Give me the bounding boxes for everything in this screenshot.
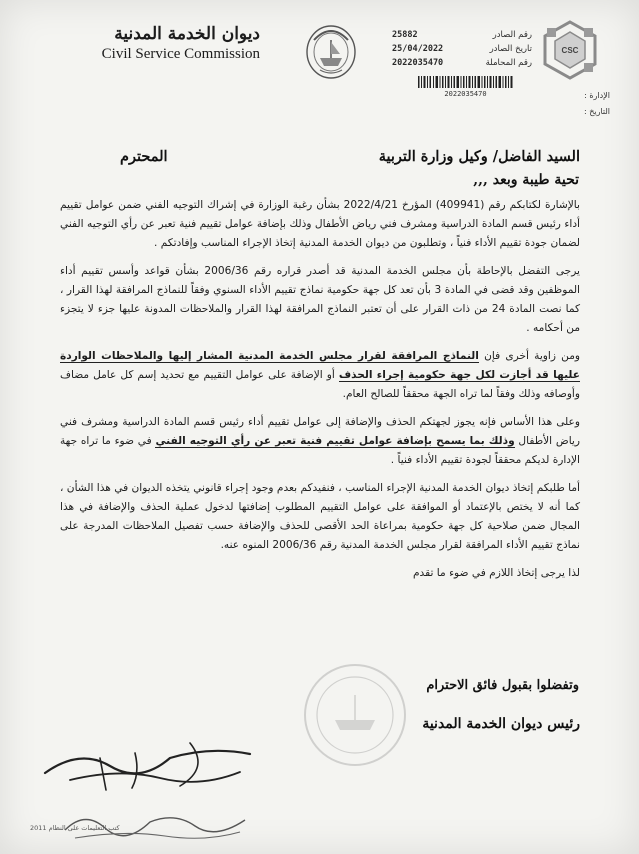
- reference-block: [392, 28, 532, 70]
- signatory-title: رئيس ديوان الخدمة المدنية: [422, 716, 580, 732]
- letter-body: [60, 196, 580, 592]
- handwritten-signature-icon: [40, 728, 260, 798]
- paragraph-3-underlined: النماذج المرافقة لقرار مجلس الخدمة المدنية المشار إليها والملاحظات الواردة عليها قد أجازت لكل جهة حكومية إجراء الحذف: [60, 350, 580, 381]
- issue-date-label: تاريخ الصادر: [489, 44, 532, 54]
- footer-note: كتب التعليمات على النظام 2011: [30, 824, 120, 832]
- addressee-honorific: المحترم: [120, 148, 168, 165]
- greeting: تحية طيبة وبعد ,,,: [473, 172, 579, 188]
- paragraph-2: يرجى التفضل بالإحاطة بأن مجلس الخدمة المدنية قد أصدر قراره رقم 2006/36 بشأن قواعد وأسس تقييم أداء الموظفين وقد قضى في المادة 3 بأن تعد كل جهة حكومية نماذج تقييم الأداء السنوي وفقاً للنماذج المرافقة لهذا القرار ، كما نصت المادة 24 من ذات القرار على أن تعتبر النماذج المرافقة لهذا القرار والملاحظات المدونة عليها جزء لا يتجزء من أحكامه .: [60, 265, 580, 334]
- addressee-line: [120, 148, 580, 165]
- csc-logo-icon: [541, 20, 599, 80]
- correspondence-number: 2022035470: [392, 58, 444, 68]
- state-emblem-icon: [300, 18, 362, 82]
- closing-line: وتفضلوا بقبول فائق الاحترام: [426, 678, 579, 693]
- institution-name-arabic: ديوان الخدمة المدنية: [114, 24, 260, 44]
- paragraph-4-underlined: وذلك بما يسمح بإضافة عوامل تقييم فنية تعبر عن رأي التوجيه الفني: [155, 435, 515, 447]
- addressee-name: السيد الفاضل/ وكيل وزارة التربية: [378, 148, 580, 165]
- paragraph-3-intro: ومن زاوية أخرى فإن: [478, 350, 580, 362]
- csc-logo-text: CSC: [561, 46, 579, 55]
- institution-name-english: Civil Service Commission: [101, 46, 260, 62]
- paragraph-4-rest: في ضوء ما تراه جهة الإدارة لديكم محققاً لجودة تقييم الأداء فنياً .: [60, 435, 580, 466]
- paragraph-1: بالإشارة لكتابكم رقم (409941) المؤرخ 2022/4/21 بشأن رغبة الوزارة في إشراك التوجيه الفني ضمن عوامل تقييم أداء رئيس قسم المادة الدراسية ومشرف فني رياض الأطفال وذلك بإضافة عوامل تقييم فنية تعبر عن رأي التوجيه الفني لضمان جودة تقييم الأداء فنياً ، وتطلبون من ديوان الخدمة المدنية إتخاذ الإجراء المناسب وإفادتكم .: [60, 199, 580, 249]
- issue-date-row: [392, 42, 532, 56]
- paragraph-6: لذا يرجى إتخاذ اللازم في ضوء ما تقدم: [413, 567, 580, 579]
- paragraph-3: [60, 347, 580, 404]
- ref-number-row: [392, 28, 532, 42]
- issue-date: 25/04/2022: [392, 44, 444, 54]
- paragraph-5: أما طلبكم إتخاذ ديوان الخدمة المدنية الإجراء المناسب ، فنفيدكم بعدم وجود إجراء قانوني يتخذه الديوان في هذا الشأن ، كما أنه لا يختص بالإعتماد أو الموافقة على عوامل التقييم المطلوب إضافتها لدخول عملية الحذف والإضافة في هذا المجال ضمن صلاحية كل جهة حكومية بمراعاة الحد الأقصى للحذف والإضافة حسب تفصيل الملاحظات المدرجة على نماذج تقييم الأداء المرافقة لقرار مجلس الخدمة المدنية رقم 2006/36 المنوه عنه.: [60, 482, 580, 551]
- paragraph-4: [60, 413, 580, 470]
- correspondence-row: [392, 56, 532, 70]
- correspondence-label: رقم المحاملة: [485, 58, 532, 68]
- barcode-icon: [418, 76, 513, 88]
- ref-number: 25882: [392, 30, 418, 40]
- official-stamp-icon: [300, 660, 410, 770]
- department-fields: [530, 88, 610, 120]
- department-label: الإدارة :: [584, 91, 610, 100]
- handwritten-name-icon: [55, 800, 255, 845]
- paragraph-4-intro: وعلى هذا الأساس فإنه يجوز لجهتكم الحذف والإضافة إلى عوامل تقييم أداء رئيس قسم المادة الدراسية ومشرف فني رياض الأطفال: [60, 416, 580, 447]
- paragraph-3-rest: أو الإضافة على عوامل التقييم مع تحديد إسم كل عامل مضاف وأوصافه وذلك وفقاً لما تراه الجهة محققاً للصالح العام.: [60, 369, 580, 400]
- institution-header: [70, 24, 260, 63]
- date-label: التاريخ :: [583, 107, 610, 116]
- barcode-number: 2022035470: [444, 90, 487, 98]
- ref-number-label: رقم الصادر: [492, 30, 532, 40]
